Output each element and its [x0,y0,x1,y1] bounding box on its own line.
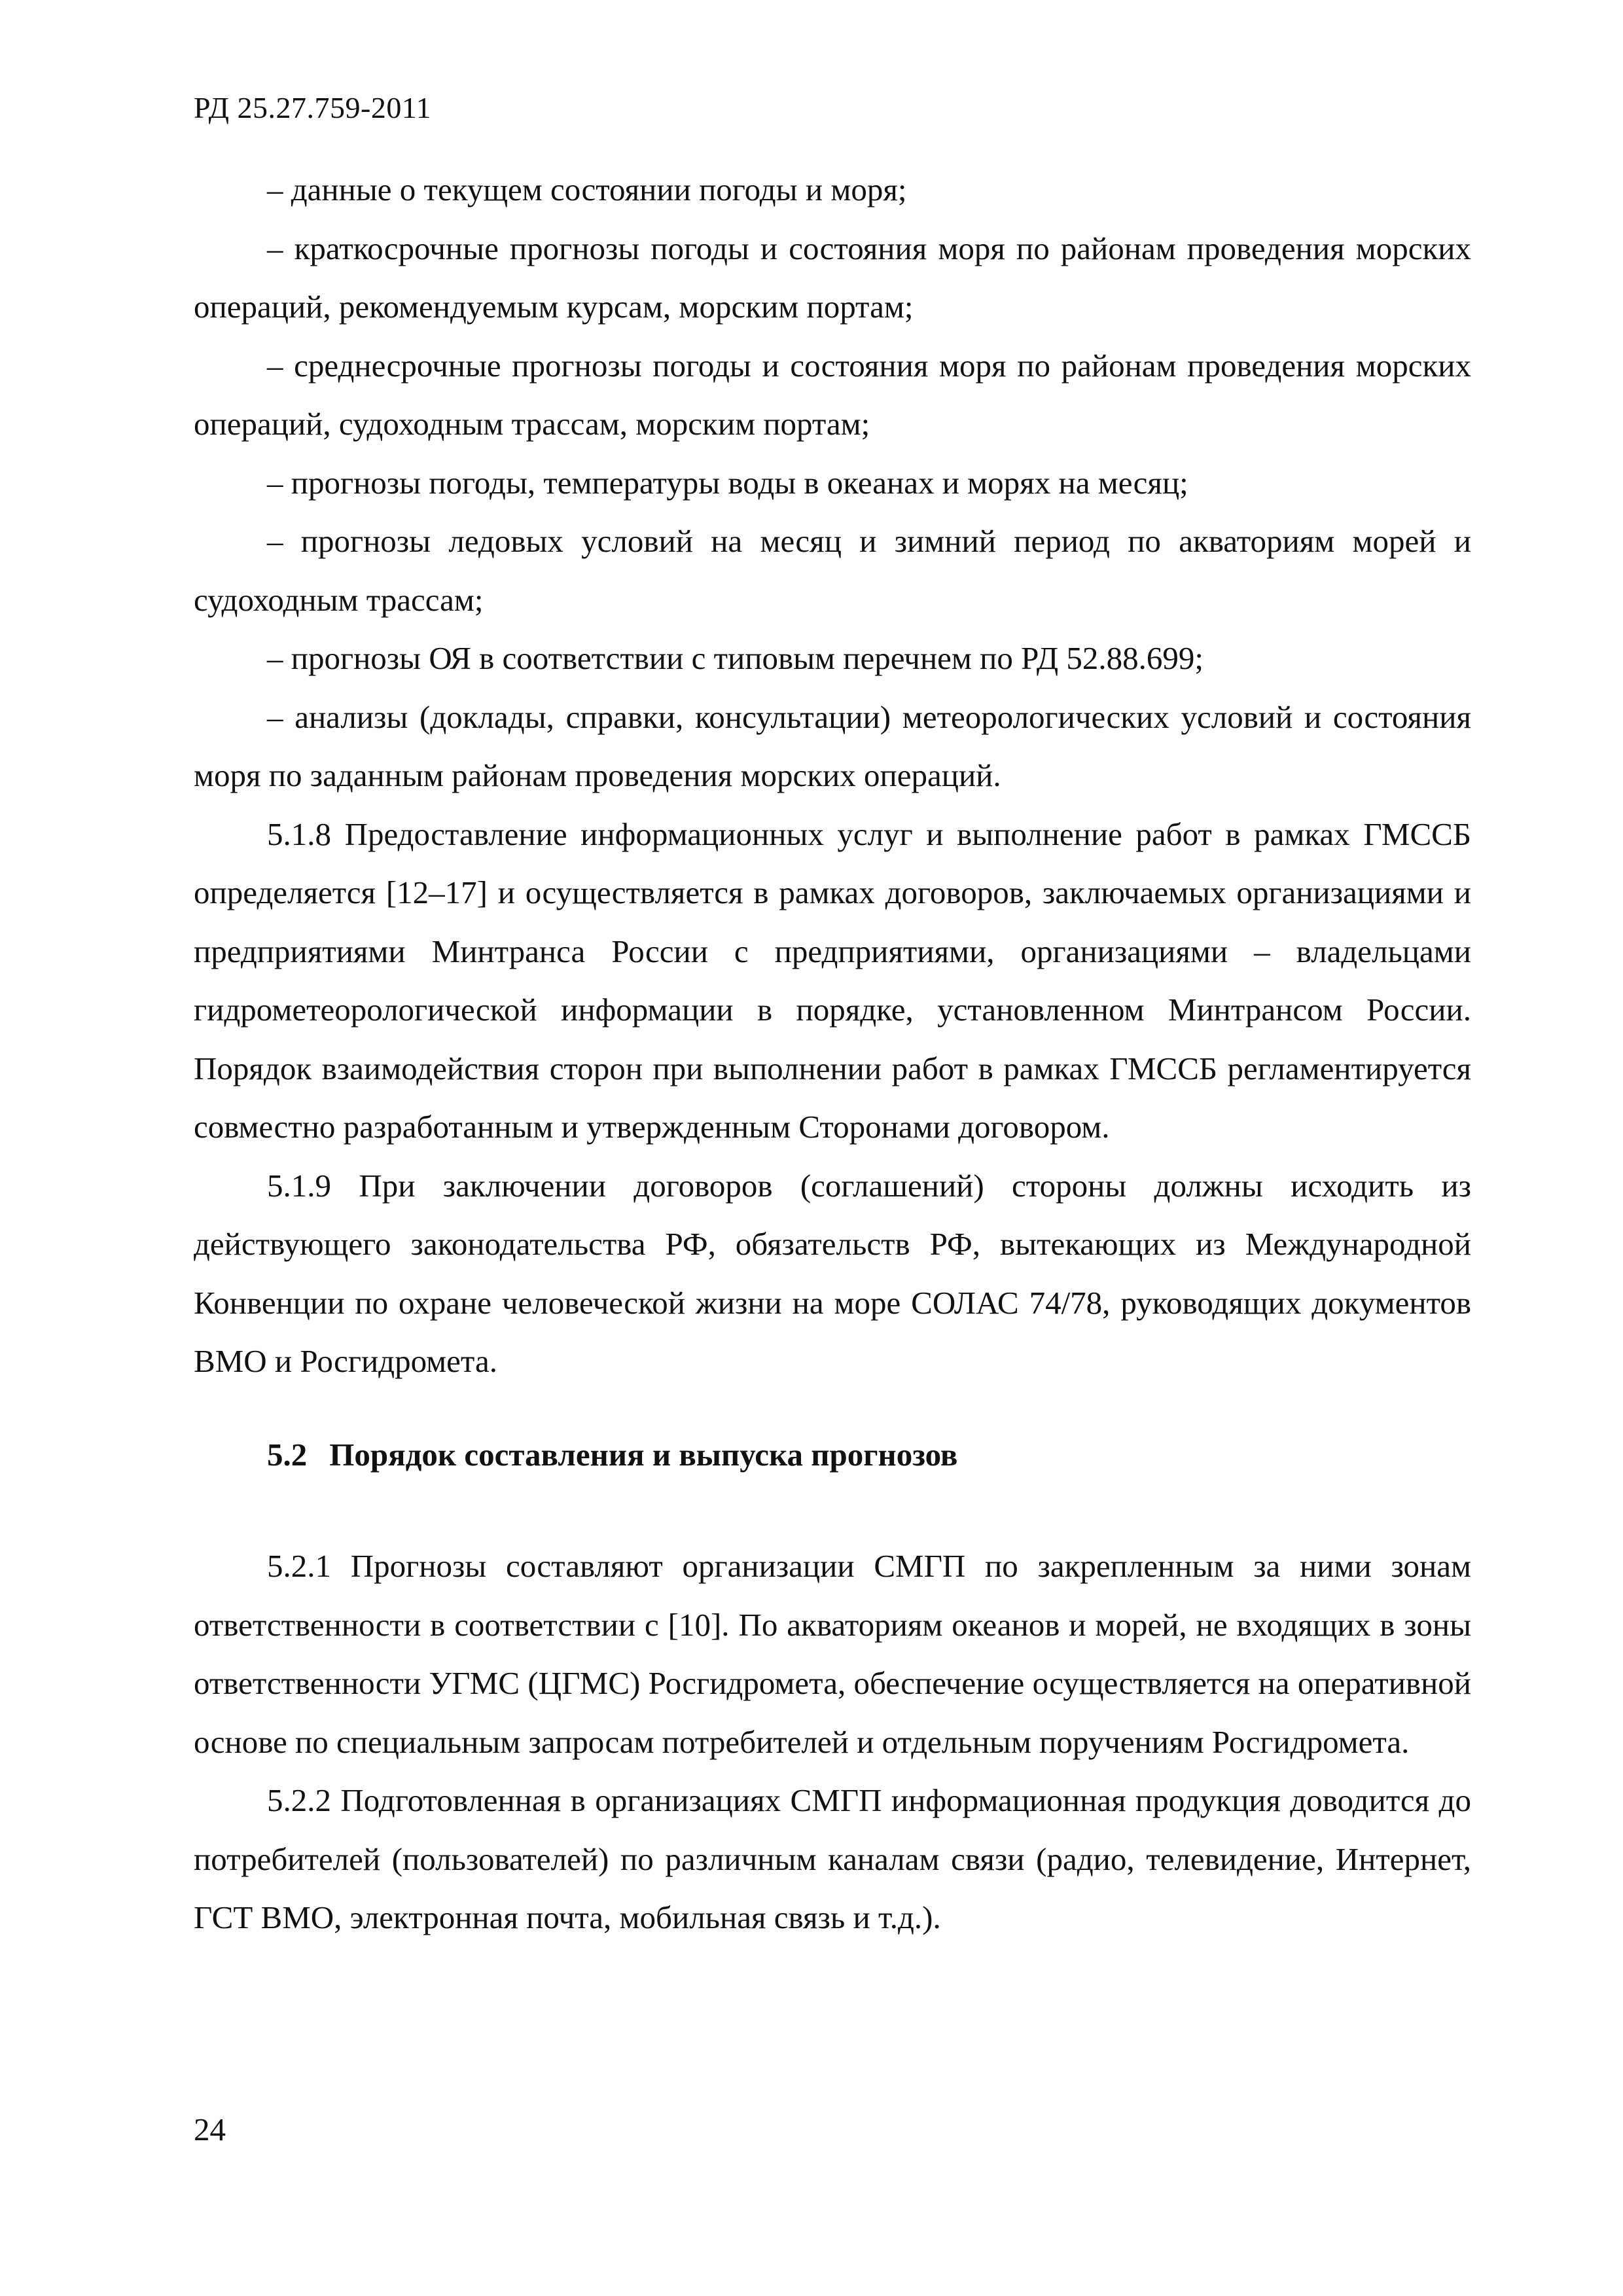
paragraph-5-2-2: 5.2.2 Подготовленная в организациях СМГП информационная продукция доводится до потребителей (пользователей) по различным каналам связи (радио, телевидение, Интернет, ГСТ ВМО, электронная почта, мобильная связь и т.д.). [194,1782,1471,1935]
document-header: РД 25.27.759-2011 [194,91,432,124]
section-heading [267,1439,957,1471]
list-item: – анализы (доклады, справки, консультации) метеорологических условий и состояния моря по заданным районам проведения морских операций. [194,698,1471,793]
body-text-top [194,160,1471,1391]
page-number: 24 [194,2111,226,2147]
list-item: – прогнозы ледовых условий на месяц и зимний период по акваториям морей и судоходным трассам; [194,523,1471,618]
section-title: Порядок составления и выпуска прогнозов [329,1437,958,1473]
list-item: – краткосрочные прогнозы погоды и состояния моря по районам проведения морских операций, рекомендуемым курсам, морским портам; [194,230,1471,325]
list-item: – данные о текущем состоянии погоды и моря; [267,171,907,207]
paragraph-5-2-1: 5.2.1 Прогнозы составляют организации СМГП по закрепленным за ними зонам ответственности в соответствии с [10]. По акваториям океанов и морей, не входящих в зоны ответственности УГМС (ЦГМС) Росгидромета, обеспечение осуществляется на оперативной основе по специальным запросам потребителей и отдельным поручениям Росгидромета. [194,1548,1471,1760]
list-item: – среднесрочные прогнозы погоды и состояния моря по районам проведения морских операций, судоходным трассам, морским портам; [194,347,1471,442]
list-item: – прогнозы ОЯ в соответствии с типовым перечнем по РД 52.88.699; [267,640,1204,676]
list-item: – прогнозы погоды, температуры воды в океанах и морях на месяц; [267,464,1188,501]
section-number: 5.2 [267,1437,308,1473]
paragraph-5-1-9: 5.1.9 При заключении договоров (соглашений) стороны должны исходить из действующего законодательства РФ, обязательств РФ, вытекающих из Международной Конвенции по охране человеческой жизни на море СОЛАС 74/78, руководящих документов ВМО и Росгидромета. [194,1167,1471,1379]
paragraph-5-1-8: 5.1.8 Предоставление информационных услуг и выполнение работ в рамках ГМССБ определяется [12–17] и осуществляется в рамках договоров, заключаемых организациями и предприятиями Минтранса России с предприятиями, организациями – владельцами гидрометеорологической информации в порядке, установленном Минтрансом России. Порядок взаимодействия сторон при выполнении работ в рамках ГМССБ регламентируется совместно разработанным и утвержденным Сторонами договором. [194,816,1471,1145]
body-text-bottom [194,1537,1471,1947]
